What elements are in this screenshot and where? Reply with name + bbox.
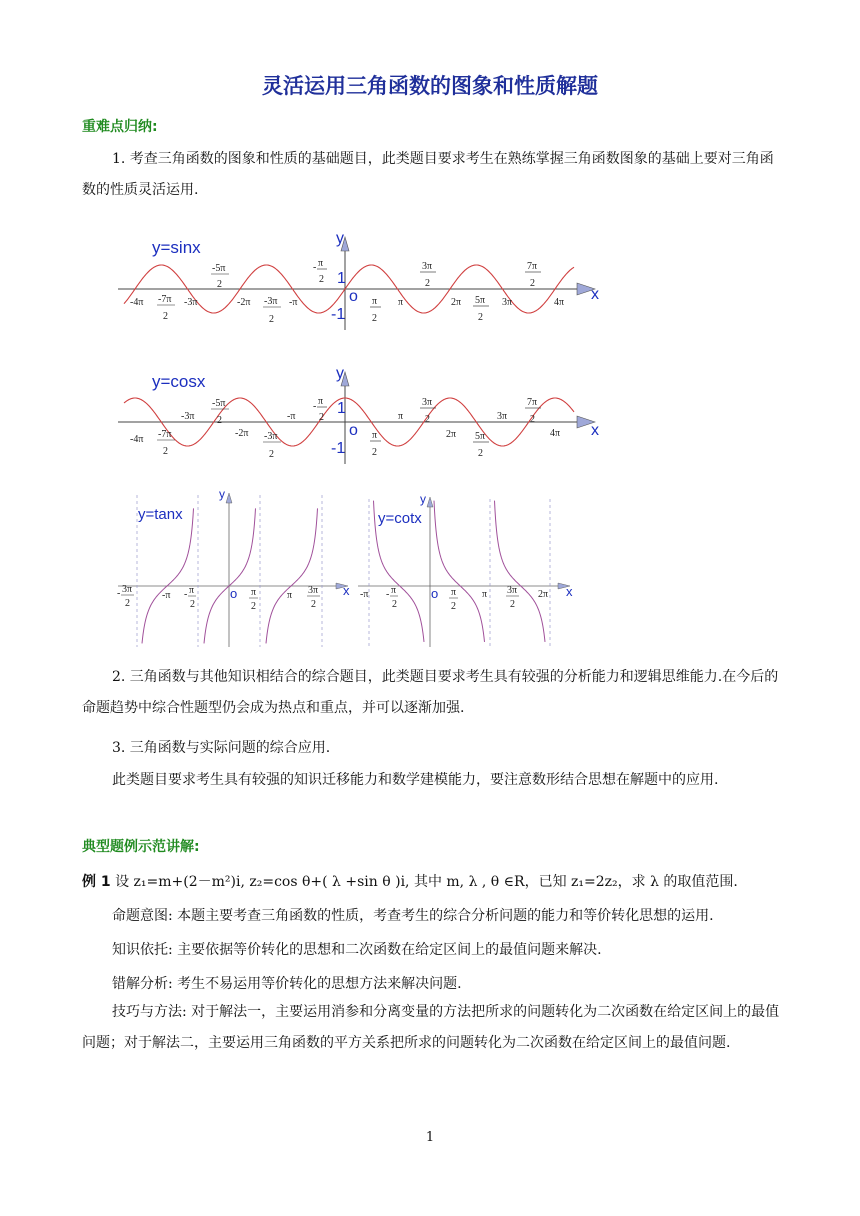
point-1: 1. 考查三角函数的图象和性质的基础题目，此类题目要求考生在熟练掌握三角函数图象的基础上要对三角函数的性质灵活运用. xyxy=(82,151,774,198)
example-1-intent: 命题意图: 本题主要考查三角函数的性质，考查考生的综合分析问题的能力和等价转化思想的运用. xyxy=(112,908,714,924)
svg-text:2: 2 xyxy=(372,447,377,458)
point-3-detail: 此类题目要求考生具有较强的知识迁移能力和数学建模能力，要注意数形结合思想在解题中的应用. xyxy=(112,772,719,788)
svg-text:2: 2 xyxy=(392,599,397,610)
svg-text:-5π: -5π xyxy=(212,398,226,409)
x-axis-label: x xyxy=(591,286,599,303)
example-1-text: 设 z₁=m+(2－m²)i, z₂=cos θ+( λ +sin θ )i, 其中 m, λ , θ ∈R，已知 z₁=2z₂，求 λ 的取值范围. xyxy=(115,874,738,890)
svg-text:-π: -π xyxy=(289,297,298,308)
svg-text:-: - xyxy=(313,262,317,273)
tan-cot-graphs xyxy=(0,485,860,655)
svg-text:-2π: -2π xyxy=(237,297,251,308)
svg-text:π: π xyxy=(398,297,404,308)
neg-one-label: -1 xyxy=(331,306,346,323)
svg-text:2: 2 xyxy=(269,314,274,325)
example-1-error: 错解分析: 考生不易运用等价转化的思想方法来解决问题. xyxy=(112,976,462,992)
svg-text:2: 2 xyxy=(372,313,377,324)
svg-text:-π: -π xyxy=(287,411,296,422)
tan-x-label: x xyxy=(343,583,350,598)
svg-text:π: π xyxy=(372,430,378,441)
svg-text:2: 2 xyxy=(530,278,535,289)
svg-text:2: 2 xyxy=(125,598,130,609)
section-examples: 典型题例示范讲解: xyxy=(82,839,200,855)
svg-text:4π: 4π xyxy=(554,297,565,308)
example-1-method: 技巧与方法: 对于解法一，主要运用消参和分离变量的方法把所求的问题转化为二次函数在给定区间上的最值问题；对于解法二，主要运用三角函数的平方关系把所求的问题转化为二次函数在给定区间上的最值问题. xyxy=(82,1004,780,1051)
svg-text:π: π xyxy=(189,585,195,596)
svg-text:2: 2 xyxy=(451,601,456,612)
svg-text:π: π xyxy=(451,587,457,598)
svg-text:π: π xyxy=(318,396,324,407)
sin-tick-labels xyxy=(130,258,564,325)
tan-label: y=tanx xyxy=(138,506,183,523)
svg-text:π: π xyxy=(251,587,257,598)
point-2: 2. 三角函数与其他知识相结合的综合题目，此类题目要求考生具有较强的分析能力和逻辑思维能力.在今后的命题趋势中综合性题型仍会成为热点和重点，并可以逐渐加强. xyxy=(82,669,779,716)
svg-text:7π: 7π xyxy=(527,397,538,408)
svg-text:2: 2 xyxy=(425,278,430,289)
svg-text:2: 2 xyxy=(478,448,483,459)
cosine-graph xyxy=(0,360,860,470)
svg-text:7π: 7π xyxy=(527,261,538,272)
svg-text:-4π: -4π xyxy=(130,297,144,308)
svg-text:-7π: -7π xyxy=(158,429,172,440)
svg-text:2: 2 xyxy=(510,599,515,610)
svg-text:π: π xyxy=(287,590,293,601)
svg-text:-2π: -2π xyxy=(235,428,249,439)
svg-text:-: - xyxy=(386,589,390,600)
svg-text:-4π: -4π xyxy=(130,434,144,445)
svg-text:-: - xyxy=(184,589,188,600)
svg-text:3π: 3π xyxy=(308,585,319,596)
cot-origin-label: o xyxy=(431,586,439,601)
point-3: 3. 三角函数与实际问题的综合应用. xyxy=(112,740,331,756)
svg-text:2: 2 xyxy=(163,446,168,457)
svg-text:2: 2 xyxy=(319,412,324,423)
example-1-basis: 知识依托: 主要依据等价转化的思想和二次函数在给定区间上的最值问题来解决. xyxy=(112,942,602,958)
one-label: 1 xyxy=(337,270,346,287)
svg-text:5π: 5π xyxy=(475,295,486,306)
svg-text:2: 2 xyxy=(163,311,168,322)
origin-label: o xyxy=(349,422,358,439)
svg-text:π: π xyxy=(482,589,488,600)
section-key-points: 重难点归纳: xyxy=(82,119,158,135)
svg-text:-: - xyxy=(313,401,317,412)
svg-text:2π: 2π xyxy=(446,429,457,440)
svg-text:2π: 2π xyxy=(538,589,549,600)
sin-label: y=sinx xyxy=(152,238,201,257)
example-1-statement xyxy=(82,871,738,891)
y-axis-label: y xyxy=(336,365,344,382)
svg-text:2: 2 xyxy=(425,414,430,425)
page-number: 1 xyxy=(425,1130,435,1145)
svg-text:-π: -π xyxy=(360,589,369,600)
svg-text:π: π xyxy=(391,585,397,596)
svg-text:2: 2 xyxy=(190,599,195,610)
svg-text:2: 2 xyxy=(251,601,256,612)
svg-text:π: π xyxy=(318,258,324,269)
svg-text:-3π: -3π xyxy=(184,297,198,308)
sine-graph xyxy=(0,225,860,335)
example-1-head: 例 1 xyxy=(82,874,111,890)
svg-text:3π: 3π xyxy=(422,397,433,408)
svg-text:-3π: -3π xyxy=(264,431,278,442)
svg-text:-: - xyxy=(117,588,121,599)
svg-text:5π: 5π xyxy=(475,431,486,442)
svg-text:π: π xyxy=(398,411,404,422)
svg-text:3π: 3π xyxy=(502,297,513,308)
cos-label: y=cosx xyxy=(152,372,206,391)
tan-origin-label: o xyxy=(230,586,238,601)
svg-text:2: 2 xyxy=(478,312,483,323)
tan-y-label: y xyxy=(219,487,225,501)
svg-text:2: 2 xyxy=(530,414,535,425)
y-axis-label: y xyxy=(336,230,344,247)
svg-text:3π: 3π xyxy=(422,261,433,272)
svg-text:π: π xyxy=(372,296,378,307)
cot-label: y=cotx xyxy=(378,510,422,527)
svg-text:-5π: -5π xyxy=(212,263,226,274)
svg-text:2: 2 xyxy=(217,279,222,290)
svg-text:2: 2 xyxy=(319,274,324,285)
svg-text:-3π: -3π xyxy=(181,411,195,422)
tan-tick-labels xyxy=(117,584,320,612)
origin-label: o xyxy=(349,288,358,305)
neg-one-label: -1 xyxy=(331,440,346,457)
svg-text:-π: -π xyxy=(162,590,171,601)
svg-text:3π: 3π xyxy=(507,585,518,596)
svg-text:3π: 3π xyxy=(497,411,508,422)
svg-text:4π: 4π xyxy=(550,428,561,439)
cot-tick-labels xyxy=(360,585,548,612)
svg-text:3π: 3π xyxy=(122,584,133,595)
cot-y-label: y xyxy=(420,492,426,506)
svg-text:-3π: -3π xyxy=(264,296,278,307)
cot-x-label: x xyxy=(566,584,573,599)
svg-text:-7π: -7π xyxy=(158,294,172,305)
svg-text:2: 2 xyxy=(269,449,274,460)
svg-text:2: 2 xyxy=(311,599,316,610)
svg-text:2: 2 xyxy=(217,415,222,426)
x-axis-label: x xyxy=(591,422,599,439)
page-title: 灵活运用三角函数的图象和性质解题 xyxy=(262,74,598,98)
svg-text:2π: 2π xyxy=(451,297,462,308)
one-label: 1 xyxy=(337,400,346,417)
